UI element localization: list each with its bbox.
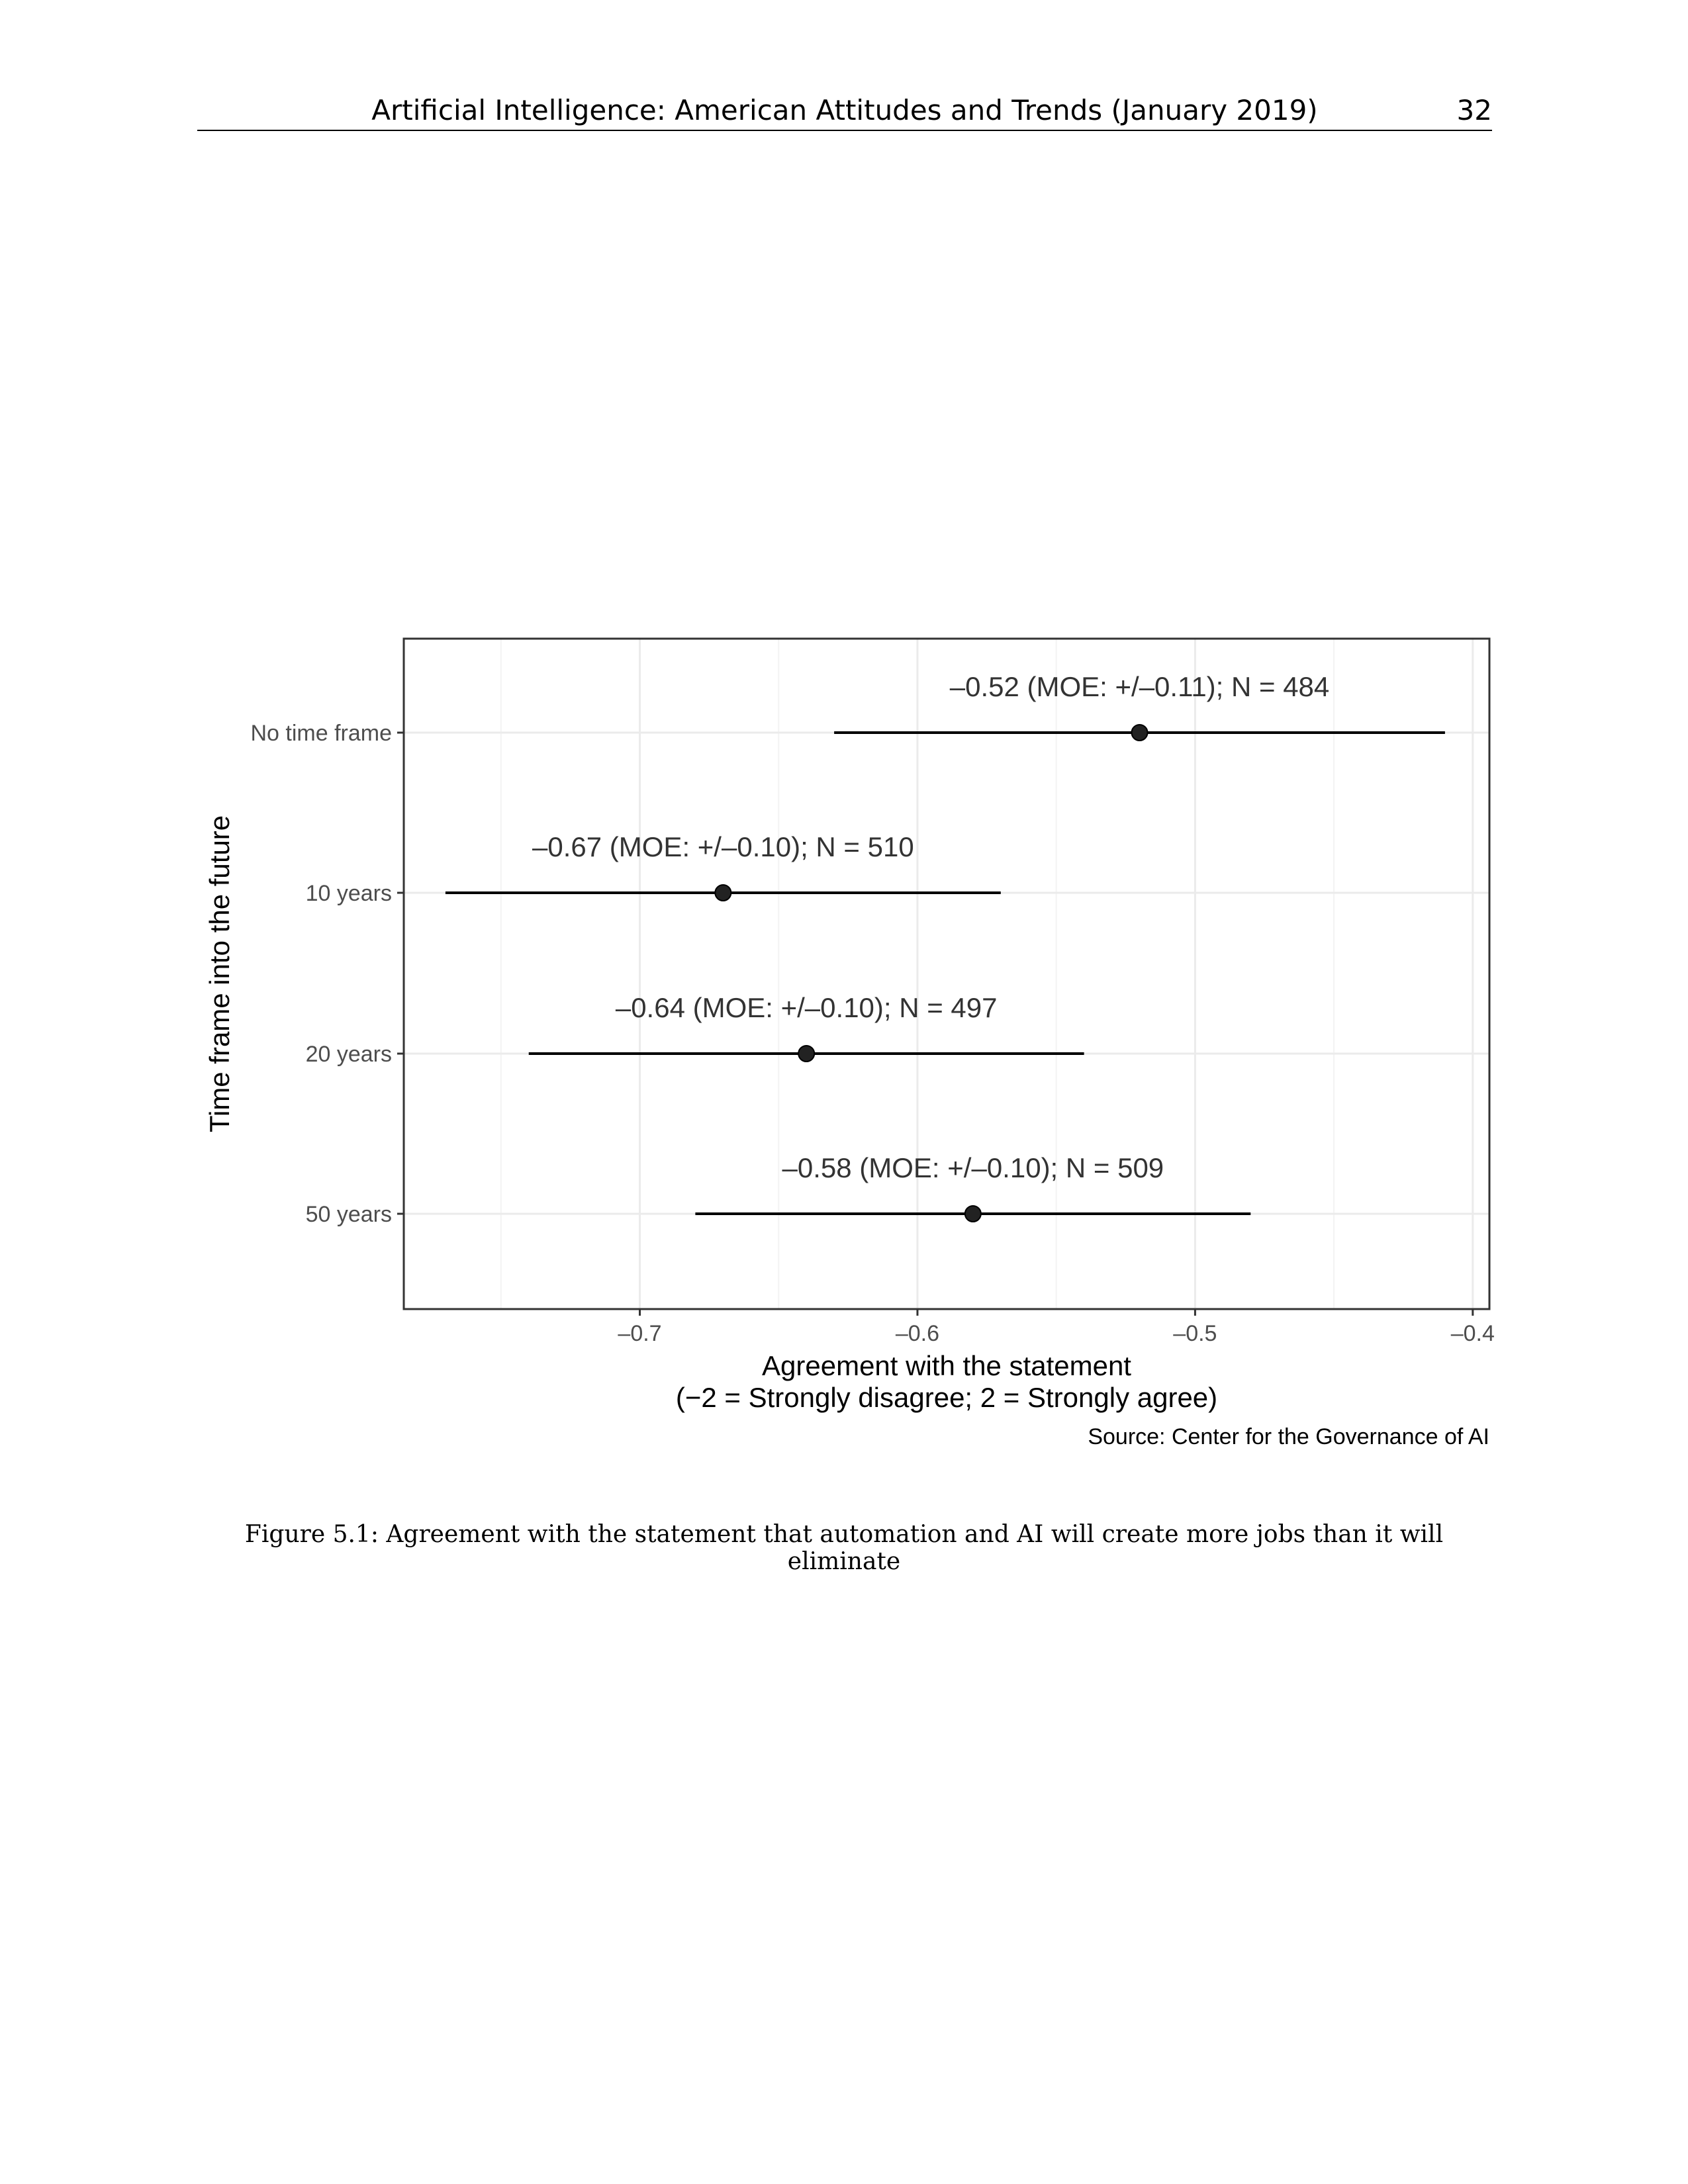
x-axis-title-line2: (−2 = Strongly disagree; 2 = Strongly agree) bbox=[675, 1382, 1218, 1413]
x-tick-label: –0.6 bbox=[895, 1321, 940, 1346]
estimate-point bbox=[715, 885, 731, 901]
plot-panel bbox=[404, 639, 1489, 1309]
x-tick-label: –0.7 bbox=[618, 1321, 662, 1346]
source-note: Source: Center for the Governance of AI bbox=[1088, 1424, 1489, 1449]
estimate-point bbox=[1132, 725, 1148, 741]
point-label: –0.58 (MOE: +/–0.10); N = 509 bbox=[782, 1152, 1164, 1183]
point-label: –0.67 (MOE: +/–0.10); N = 510 bbox=[532, 831, 914, 862]
point-label: –0.64 (MOE: +/–0.10); N = 497 bbox=[615, 992, 998, 1023]
estimate-point bbox=[965, 1206, 981, 1222]
y-tick-label: 20 years bbox=[305, 1042, 392, 1067]
running-header-title: Artificial Intelligence: American Attitudes and Trends (January 2019) bbox=[371, 94, 1318, 126]
axis-layer bbox=[251, 721, 1495, 1346]
point-label: –0.52 (MOE: +/–0.11); N = 484 bbox=[949, 671, 1330, 702]
y-tick-label: 50 years bbox=[305, 1202, 392, 1227]
figure-caption: Figure 5.1: Agreement with the statement that automation and AI will create more jobs than it will eliminate bbox=[244, 1521, 1444, 1575]
y-tick-label: No time frame bbox=[250, 721, 392, 746]
grid-layer bbox=[404, 639, 1489, 1309]
x-axis-title-line1: Agreement with the statement bbox=[762, 1350, 1131, 1381]
estimate-point bbox=[798, 1046, 814, 1062]
x-tick-label: –0.4 bbox=[1450, 1321, 1495, 1346]
x-tick-label: –0.5 bbox=[1173, 1321, 1217, 1346]
y-tick-label: 10 years bbox=[305, 881, 392, 906]
y-axis-title: Time frame into the future bbox=[204, 815, 235, 1133]
page-number: 32 bbox=[1456, 94, 1492, 126]
marks-layer bbox=[445, 671, 1445, 1222]
